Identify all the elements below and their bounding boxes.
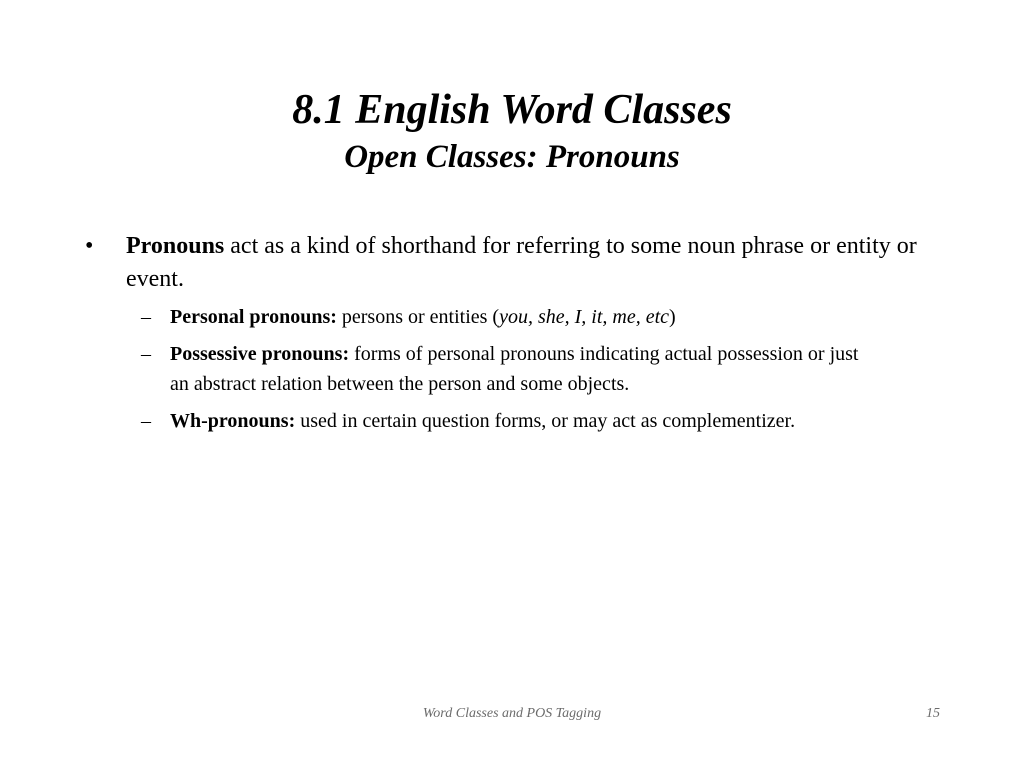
sub-item-possessive-pronouns: [141, 339, 861, 399]
sub-marker: –: [141, 410, 151, 432]
slide-subtitle: Open Classes: Pronouns: [344, 139, 680, 175]
bullet-pronouns: [85, 230, 945, 296]
sub-item-term: Wh-pronouns:: [170, 410, 296, 432]
page-number: 15: [926, 706, 940, 721]
sub-item-term: Possessive pronouns:: [170, 343, 350, 365]
footer-title: Word Classes and POS Tagging: [422, 706, 602, 721]
slide-title: 8.1 English Word Classes: [292, 87, 732, 133]
title-block: [0, 84, 1024, 178]
sub-item-personal-pronouns: [141, 302, 861, 332]
sub-item-text-after: ): [669, 306, 676, 328]
sub-item-text: persons or entities (: [336, 306, 500, 328]
content-area: [85, 230, 945, 443]
sub-item-text: used in certain question forms, or may act as complementizer.: [295, 410, 796, 432]
sub-item-term: Personal pronouns:: [170, 306, 337, 328]
bullet-text: act as a kind of shorthand for referring to some noun phrase or entity or event.: [126, 233, 917, 292]
sub-item-wh-pronouns: [141, 406, 861, 436]
bullet-term: Pronouns: [126, 233, 225, 259]
bullet-marker: •: [85, 233, 94, 259]
sub-item-examples: you, she, I, it, me, etc: [499, 306, 670, 328]
sub-marker: –: [141, 306, 151, 328]
sub-list: [141, 302, 861, 436]
sub-item-text: forms of personal pronouns indicating actual possession or just an abstract relation between the person and some objects.: [170, 343, 859, 395]
sub-marker: –: [141, 343, 151, 365]
